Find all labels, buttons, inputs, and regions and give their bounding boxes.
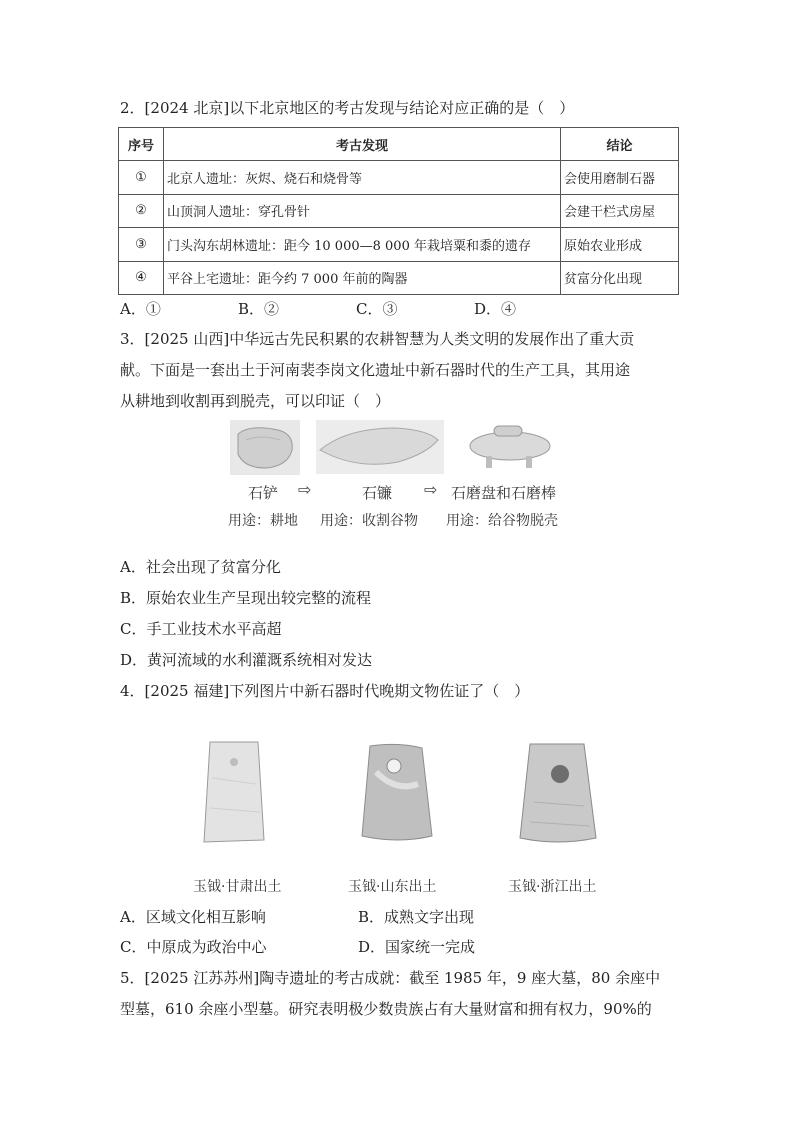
table-cell: 贫富分化出现	[561, 261, 679, 294]
table-cell: 平谷上宅遗址：距今约 7 000 年前的陶器	[164, 261, 561, 294]
table-row	[119, 228, 679, 261]
table-cell: 原始农业形成	[561, 228, 679, 261]
option-d: D．黄河流域的水利灌溉系统相对发达	[120, 651, 373, 669]
tool-use: 用途：耕地	[228, 513, 298, 529]
jade-axe-zhejiang-image	[514, 742, 602, 844]
q2-stem: 2．[2024 北京]以下北京地区的考古发现与结论对应正确的是（ ）	[120, 99, 575, 117]
option-a: A．①	[120, 300, 161, 318]
tool-name: 石磨盘和石磨棒	[451, 484, 557, 502]
option-d: D．④	[474, 300, 517, 318]
option-d: D．国家统一完成	[358, 938, 476, 956]
table-cell: ③	[119, 228, 164, 261]
option-b: B．②	[238, 300, 280, 318]
table-header: 序号	[119, 128, 164, 161]
q3-stem-line: 3．[2025 山西]中华远古先民积累的农耕智慧为人类文明的发展作出了重大贡	[120, 330, 635, 348]
q5-stem-line: 型墓，610 余座小型墓。研究表明极少数贵族占有大量财富和拥有权力，90%的	[120, 1000, 652, 1018]
table-cell: 会使用磨制石器	[561, 161, 679, 194]
jade-axe-shandong-image	[356, 742, 438, 844]
tool-name: 石铲	[248, 484, 279, 502]
option-c: C．中原成为政治中心	[120, 938, 267, 956]
q3-stem-line: 从耕地到收割再到脱壳，可以印证（ ）	[120, 392, 391, 410]
arrow-icon: ⇨	[424, 480, 438, 499]
option-b: B．原始农业生产呈现出较完整的流程	[120, 589, 372, 607]
option-c: C．手工业技术水平高超	[120, 620, 282, 638]
table-header: 考古发现	[164, 128, 561, 161]
arrow-icon: ⇨	[298, 480, 312, 499]
table-cell: 北京人遗址：灰烬、烧石和烧骨等	[164, 161, 561, 194]
option-c: C．③	[356, 300, 398, 318]
table-cell: ①	[119, 161, 164, 194]
table-cell: ④	[119, 261, 164, 294]
option-b: B．成熟文字出现	[358, 908, 475, 926]
table-cell: 山顶洞人遗址：穿孔骨针	[164, 194, 561, 227]
stone-spade-image	[230, 420, 300, 475]
table-row	[119, 194, 679, 227]
tool-use: 用途：收割谷物	[320, 513, 418, 529]
table-row	[119, 161, 679, 194]
q5-stem-line: 5．[2025 江苏苏州]陶寺遗址的考古成就：截至 1985 年，9 座大墓，80 余座中	[120, 969, 661, 987]
tool-use: 用途：给谷物脱壳	[446, 513, 558, 529]
table-header: 结论	[561, 128, 679, 161]
table-header-row	[119, 128, 679, 161]
table-cell: 门头沟东胡林遗址：距今 10 000—8 000 年栽培粟和黍的遗存	[164, 228, 561, 261]
tool-name: 石镰	[362, 484, 393, 502]
grinding-stone-image	[466, 420, 554, 475]
artifact-caption: 玉钺·山东出土	[348, 879, 437, 895]
option-a: A．社会出现了贫富分化	[120, 558, 281, 576]
q4-stem: 4．[2025 福建]下列图片中新石器时代晚期文物佐证了（ ）	[120, 682, 530, 700]
jade-axe-gansu-image	[198, 738, 272, 848]
table-row	[119, 261, 679, 294]
artifact-caption: 玉钺·甘肃出土	[193, 879, 282, 895]
q3-stem-line: 献。下面是一套出土于河南裴李岗文化遗址中新石器时代的生产工具，其用途	[120, 361, 631, 379]
artifact-caption: 玉钺·浙江出土	[508, 879, 597, 895]
stone-sickle-image	[316, 420, 444, 474]
table-cell: ②	[119, 194, 164, 227]
q2-table	[118, 127, 679, 295]
table-cell: 会建干栏式房屋	[561, 194, 679, 227]
option-a: A．区域文化相互影响	[120, 908, 266, 926]
